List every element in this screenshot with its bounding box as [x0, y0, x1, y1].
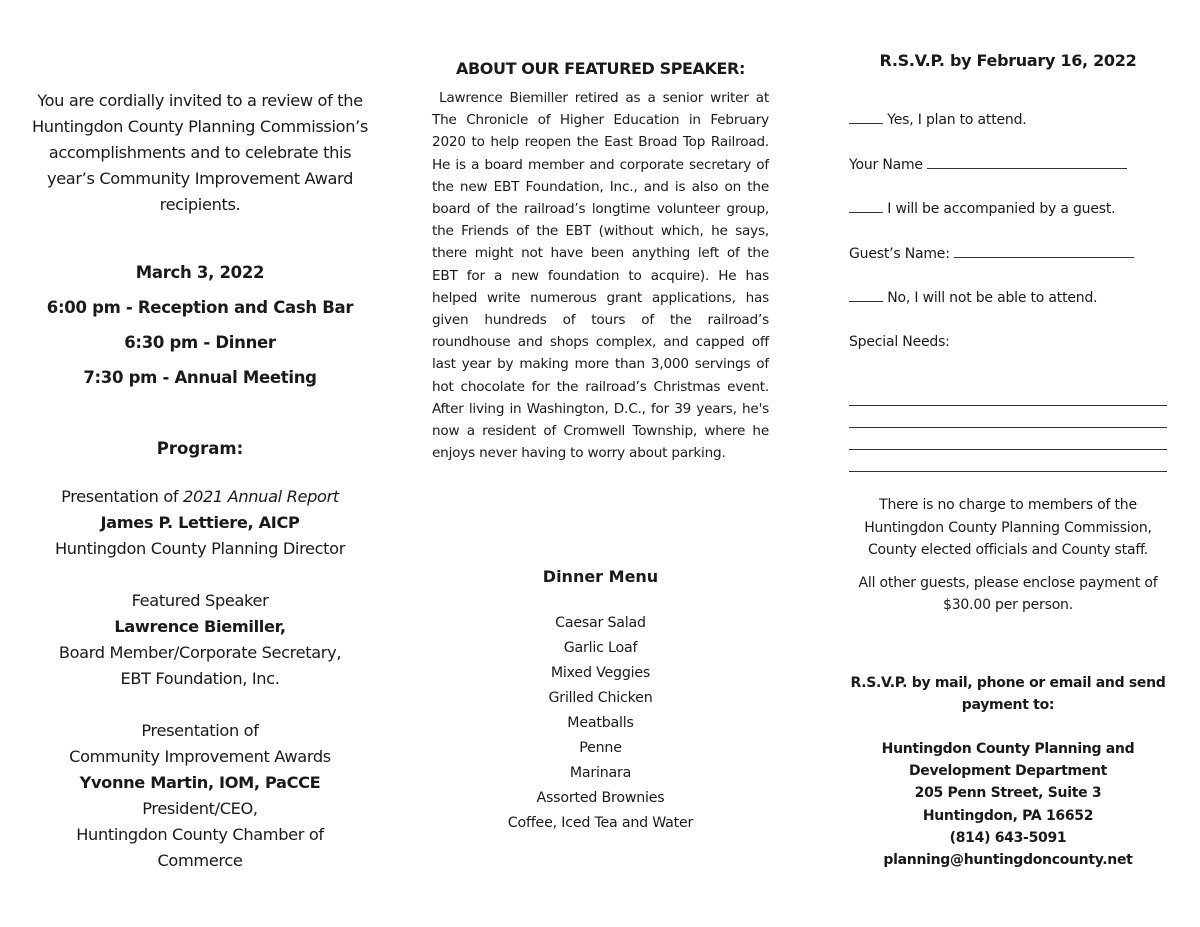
yes-checkbox-blank[interactable]	[849, 108, 883, 124]
menu-item: Meatballs	[567, 715, 634, 731]
menu-heading: Dinner Menu	[542, 567, 659, 586]
menu-item: Marinara	[569, 765, 632, 781]
send-instructions: R.S.V.P. by mail, phone or email and send payment to:	[850, 675, 1166, 713]
invitation-intro: You are cordially invited to a review of the Huntingdon County Planning Commission’s accomplishments and to celebrate this year’s Community Improvement Award recipients.	[31, 91, 369, 214]
menu-item: Mixed Veggies	[550, 665, 651, 681]
menu-item: Garlic Loaf	[563, 640, 638, 656]
rsvp-form	[849, 108, 1167, 375]
speaker-bio: Lawrence Biemiller retired as a senior writer at The Chronicle of Higher Education in February 2020 to help reopen the East Broad Top Railroad. He is a board member and corporate secretary of the new EBT Foundation, Inc., and is also on the board of the railroad’s longtime volunteer group, the Friends of the EBT (without which, he says, there might not have been anything left of the EBT for a new foundation to acquire). He has helped write numerous grant applications, has given hundreds of tours of the railroad’s roundhouse and shops complex, and capped off last year by making more than 3,000 servings of hot chocolate for the railroad’s Christmas event. After living in Washington, D.C., for 39 years, he's now a resident of Cromwell Township, where he enjoys never having to worry about parking.	[432, 90, 769, 462]
special-needs-line[interactable]	[849, 383, 1167, 406]
guest-checkbox-blank[interactable]	[849, 197, 883, 213]
special-needs-label: Special Needs:	[849, 333, 950, 350]
rsvp-heading: R.S.V.P. by February 16, 2022	[879, 51, 1137, 70]
schedule-item: 7:30 pm - Annual Meeting	[83, 368, 317, 387]
report-title: 2021 Annual Report	[183, 487, 339, 506]
dinner-menu	[432, 611, 769, 836]
your-name-row	[849, 153, 1167, 198]
your-name-field[interactable]	[927, 153, 1127, 169]
menu-item: Grilled Chicken	[548, 690, 653, 706]
address-street: 205 Penn Street, Suite 3	[914, 785, 1102, 802]
address-city: Huntingdon, PA 16652	[922, 807, 1094, 824]
middle-panel	[432, 0, 769, 927]
menu-item: Caesar Salad	[555, 615, 646, 631]
payment-notice	[849, 494, 1167, 627]
speaker-org: EBT Foundation, Inc.	[120, 669, 280, 688]
program-item-prefix: Presentation of	[61, 487, 184, 506]
presenter-role: Huntingdon County Planning Director	[54, 539, 346, 558]
program-item-label: Featured Speaker	[131, 591, 269, 610]
address-org: Huntingdon County Planning and	[881, 741, 1135, 757]
schedule-item: 6:00 pm - Reception and Cash Bar	[46, 298, 354, 317]
contact-email[interactable]: planning@huntingdoncounty.net	[883, 852, 1133, 869]
schedule-item: 6:30 pm - Dinner	[124, 333, 276, 352]
address-org-2: Development Department	[908, 763, 1108, 780]
program-item	[30, 718, 370, 874]
presenter-role: President/CEO,	[142, 799, 258, 818]
guest-name-label: Guest’s Name:	[849, 245, 950, 262]
special-needs-line[interactable]	[849, 427, 1167, 450]
program-item	[30, 484, 370, 562]
rsvp-no-row	[849, 286, 1167, 331]
speaker-role: Board Member/Corporate Secretary,	[58, 643, 342, 662]
program-list	[30, 484, 370, 900]
no-charge-notice: There is no charge to members of the Huntingdon County Planning Commission, County elected officials and County staff.	[864, 497, 1152, 558]
right-panel	[849, 0, 1167, 927]
special-needs-line[interactable]	[849, 405, 1167, 428]
no-label: No, I will not be able to attend.	[887, 290, 1098, 306]
special-needs-field[interactable]	[849, 384, 1167, 472]
menu-item: Penne	[579, 740, 622, 756]
guest-name-row	[849, 242, 1167, 287]
rsvp-guest-row	[849, 197, 1167, 242]
mailing-address	[849, 738, 1167, 871]
presenter-name: James P. Lettiere, AICP	[100, 513, 300, 532]
program-item	[30, 588, 370, 692]
guest-label: I will be accompanied by a guest.	[887, 201, 1116, 217]
no-checkbox-blank[interactable]	[849, 286, 883, 302]
speaker-name: Lawrence Biemiller,	[114, 617, 286, 636]
payment-notice-text: All other guests, please enclose payment of $30.00 per person.	[858, 574, 1158, 613]
special-needs-row	[849, 331, 1167, 376]
presenter-name: Yvonne Martin, IOM, PaCCE	[79, 773, 321, 792]
speaker-heading: ABOUT OUR FEATURED SPEAKER:	[456, 59, 745, 78]
left-panel	[30, 0, 370, 927]
event-date: March 3, 2022	[135, 263, 265, 282]
rsvp-yes-row	[849, 108, 1167, 153]
menu-item: Assorted Brownies	[536, 790, 665, 806]
event-schedule	[30, 260, 370, 400]
your-name-label: Your Name	[849, 156, 923, 173]
program-heading: Program:	[156, 439, 244, 458]
presenter-org: Huntingdon County Chamber of	[76, 825, 324, 844]
presenter-org-2: Commerce	[157, 851, 243, 870]
yes-label: Yes, I plan to attend.	[887, 112, 1027, 128]
program-item-label-2: Community Improvement Awards	[69, 747, 331, 766]
special-needs-line[interactable]	[849, 449, 1167, 472]
guest-name-field[interactable]	[954, 242, 1134, 258]
contact-phone: (814) 643-5091	[949, 829, 1067, 846]
program-item-label: Presentation of	[141, 721, 259, 740]
menu-item: Coffee, Iced Tea and Water	[507, 815, 694, 831]
